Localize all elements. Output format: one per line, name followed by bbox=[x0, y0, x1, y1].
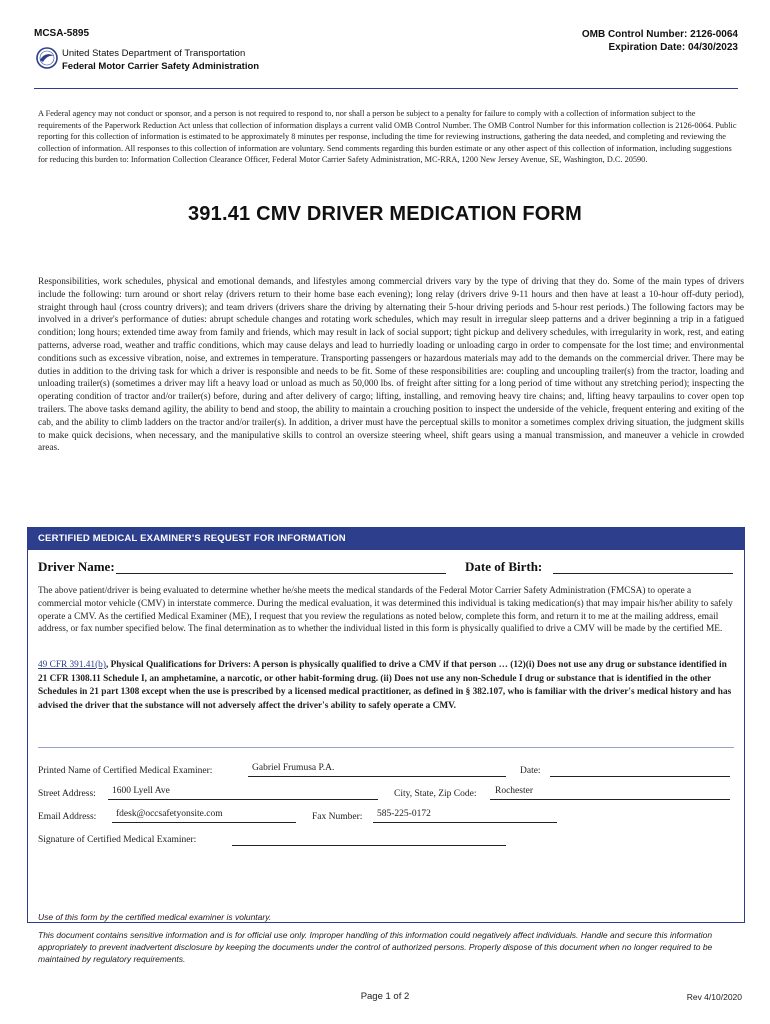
agency-fmcsa: Federal Motor Carrier Safety Administration bbox=[62, 61, 260, 72]
expiration-date: Expiration Date: 04/30/2023 bbox=[608, 42, 738, 53]
omb-block bbox=[582, 28, 738, 54]
examiner-name-field[interactable] bbox=[248, 776, 506, 777]
revision-date: Rev 4/10/2020 bbox=[686, 992, 742, 1002]
city-value[interactable]: Rochester bbox=[495, 786, 533, 796]
dob-label: Date of Birth: bbox=[465, 559, 543, 574]
omb-control-number: OMB Control Number: 2126-0064 bbox=[581, 29, 738, 40]
email-field[interactable] bbox=[112, 822, 296, 823]
driver-name-field[interactable] bbox=[116, 573, 446, 574]
page-number: Page 1 of 2 bbox=[360, 991, 410, 1002]
request-text: The above patient/driver is being evaluated to determine whether he/she meets the medical standards of the Federal Motor Carrier Safety Administration (FMCSA) to operate a commercial motor vehicle (CMV) in interstate commerce. During the medical evaluation, it was determined this individual is taking medication(s) that may impair his/her ability to safely operate a CMV. As the certified Medical Examiner (ME), I request that you review the regulations as noted below, complete this form, and return it to me at the mailing address, email address, or fax number specified below. The final determination as to whether the individual listed in this form is physically qualified to drive a CMV will be made by the certified ME. bbox=[38, 586, 733, 635]
section-divider bbox=[38, 747, 734, 748]
intro-paragraph: Responsibilities, work schedules, physical and emotional demands, and lifestyles among commercial drivers vary by the type of driving that they do. Some of the main types of drivers include the following: turn around or short relay (drivers return to their home base each evening); long relay (drivers drive 9-11 hours and then have at least a 10-hour off-duty period), straight through haul (cross country drivers); and team drivers (drivers share the driving by alternating their 5-hour driving periods and 5-hour rest periods.) The following factors may be involved in a driver's performance of duties: abrupt schedule changes and rotating work schedules, which may result in irregular sleep patterns and a driver beginning a trip in a fatigued condition; long hours; extended time away from family and friends, which may result in lack of social support; tight pickup and delivery schedules, with irregularity in work, rest, and eating patterns, adverse road, weather and traffic conditions, which may cause delays and lead to hurriedly loading or unloading cargo in order to compensate for the lost time; and environmental conditions such as excessive vibration, noise, and extremes in temperature. Transporting passengers or hazardous materials may add to the demands on the commercial driver. There may be duties in addition to the driving task for which a driver is responsible and needs to be fit. Some of these responsibilities are: coupling and uncoupling trailer(s) from the tractor, loading and unloading trailer(s) (sometimes a driver may lift a heavy load or unload as much as 50,000 lbs. of freight after sitting for a long period of time without any stretching period); inspecting the operating condition of tractor and/or trailer(s) before, during and after delivery of cargo; lifting, installing, and removing heavy tire chains; and, lifting heavy tarpaulins to cover open top trailers. The above tasks demand agility, the ability to bend and stoop, the ability to maintain a crouching position to inspect the underside of the vehicle, frequent entering and exiting of the cab, and the ability to climb ladders on the tractor and/or trailer(s). In addition, a driver must have the perceptual skills to monitor a sometimes complex driving situation, the judgment skills to make quick decisions, when necessary, and the manipulative skills to control an oversize steering wheel, shift gears using a manual transmission, and maneuver a vehicle in crowded areas. bbox=[38, 277, 744, 454]
page-title: 391.41 CMV DRIVER MEDICATION FORM bbox=[187, 203, 583, 225]
form-id: MCSA-5895 bbox=[34, 28, 90, 39]
date-field[interactable] bbox=[550, 776, 730, 777]
signature-label: Signature of Certified Medical Examiner: bbox=[38, 835, 197, 845]
date-label: Date: bbox=[520, 766, 541, 776]
street-field[interactable] bbox=[108, 799, 378, 800]
examiner-name-value[interactable]: Gabriel Frumusa P.A. bbox=[252, 763, 335, 773]
city-label: City, State, Zip Code: bbox=[394, 789, 477, 799]
street-value[interactable]: 1600 Lyell Ave bbox=[112, 786, 170, 796]
signature-field[interactable] bbox=[232, 845, 506, 846]
fax-label: Fax Number: bbox=[312, 812, 363, 822]
fax-field[interactable] bbox=[373, 822, 557, 823]
examiner-name-label: Printed Name of Certified Medical Examiner: bbox=[38, 766, 213, 776]
cfr-link[interactable]: 49 CFR 391.41(b) bbox=[38, 660, 106, 670]
request-section bbox=[27, 527, 745, 923]
cfr-paragraph bbox=[38, 659, 738, 713]
agency-block bbox=[62, 47, 259, 73]
email-value[interactable]: fdesk@occsafetyonsite.com bbox=[116, 809, 223, 819]
driver-name-label: Driver Name: bbox=[38, 559, 115, 574]
fax-value[interactable]: 585-225-0172 bbox=[377, 809, 431, 819]
street-label: Street Address: bbox=[38, 789, 96, 799]
city-field[interactable] bbox=[490, 799, 730, 800]
voluntary-note: Use of this form by the certified medical examiner is voluntary. bbox=[38, 912, 272, 922]
sensitive-notice: This document contains sensitive information and is for official use only. Improper handling of this information could negatively affect individuals. Handle and secure this information appropriately to prevent inadvertent disclosure by keeping the documents under the control of authorized persons. Properly dispose of this document when no longer required to be maintained by regulatory requirements. bbox=[38, 930, 713, 964]
burden-statement: A Federal agency may not conduct or sponsor, and a person is not required to respond to, nor shall a person be subject to a penalty for failure to comply with a collection of information subject to the requirements of the Paperwork Reduction Act unless that collection of information displays a current valid OMB Control Number. The OMB Control Number for this information collection is 2126-0064. Public reporting for this collection of information is estimated to be approximately 8 minutes per response, including the time for reviewing instructions, gathering the data needed, and completing and reviewing the collection of information. All responses to this collection of information are voluntary. Send comments regarding this burden estimate or any other aspect of this collection of information, including suggestions for reducing this burden to: Information Collection Clearance Officer, Federal Motor Carrier Safety Administration, MC-RRA, 1200 New Jersey Avenue, SE, Washington, D.C. 20590. bbox=[38, 109, 737, 165]
email-label: Email Address: bbox=[38, 812, 97, 822]
dob-field[interactable] bbox=[553, 573, 733, 574]
agency-department: United States Department of Transportation bbox=[62, 48, 246, 59]
cfr-text: , Physical Qualifications for Drivers: A person is physically qualified to drive a CMV if that person … (12)(i) Does not use any drug or substance identified in 21 CFR 1308.11 Schedule I, an amphetamine, a narcotic, or other habit-forming drug. (ii) Does not use any non-Schedule I drug or substance that is identified in the other Schedules in 21 part 1308 except when the use is prescribed by a licensed medical practitioner, as defined in § 382.107, who is familiar with the driver's medical history and has advised the driver that the substance will not adversely affect the driver's ability to safely operate a CMV. bbox=[38, 660, 732, 711]
dot-seal-icon bbox=[36, 47, 58, 69]
header-divider bbox=[34, 88, 738, 89]
request-section-header: CERTIFIED MEDICAL EXAMINER'S REQUEST FOR INFORMATION bbox=[28, 528, 744, 550]
